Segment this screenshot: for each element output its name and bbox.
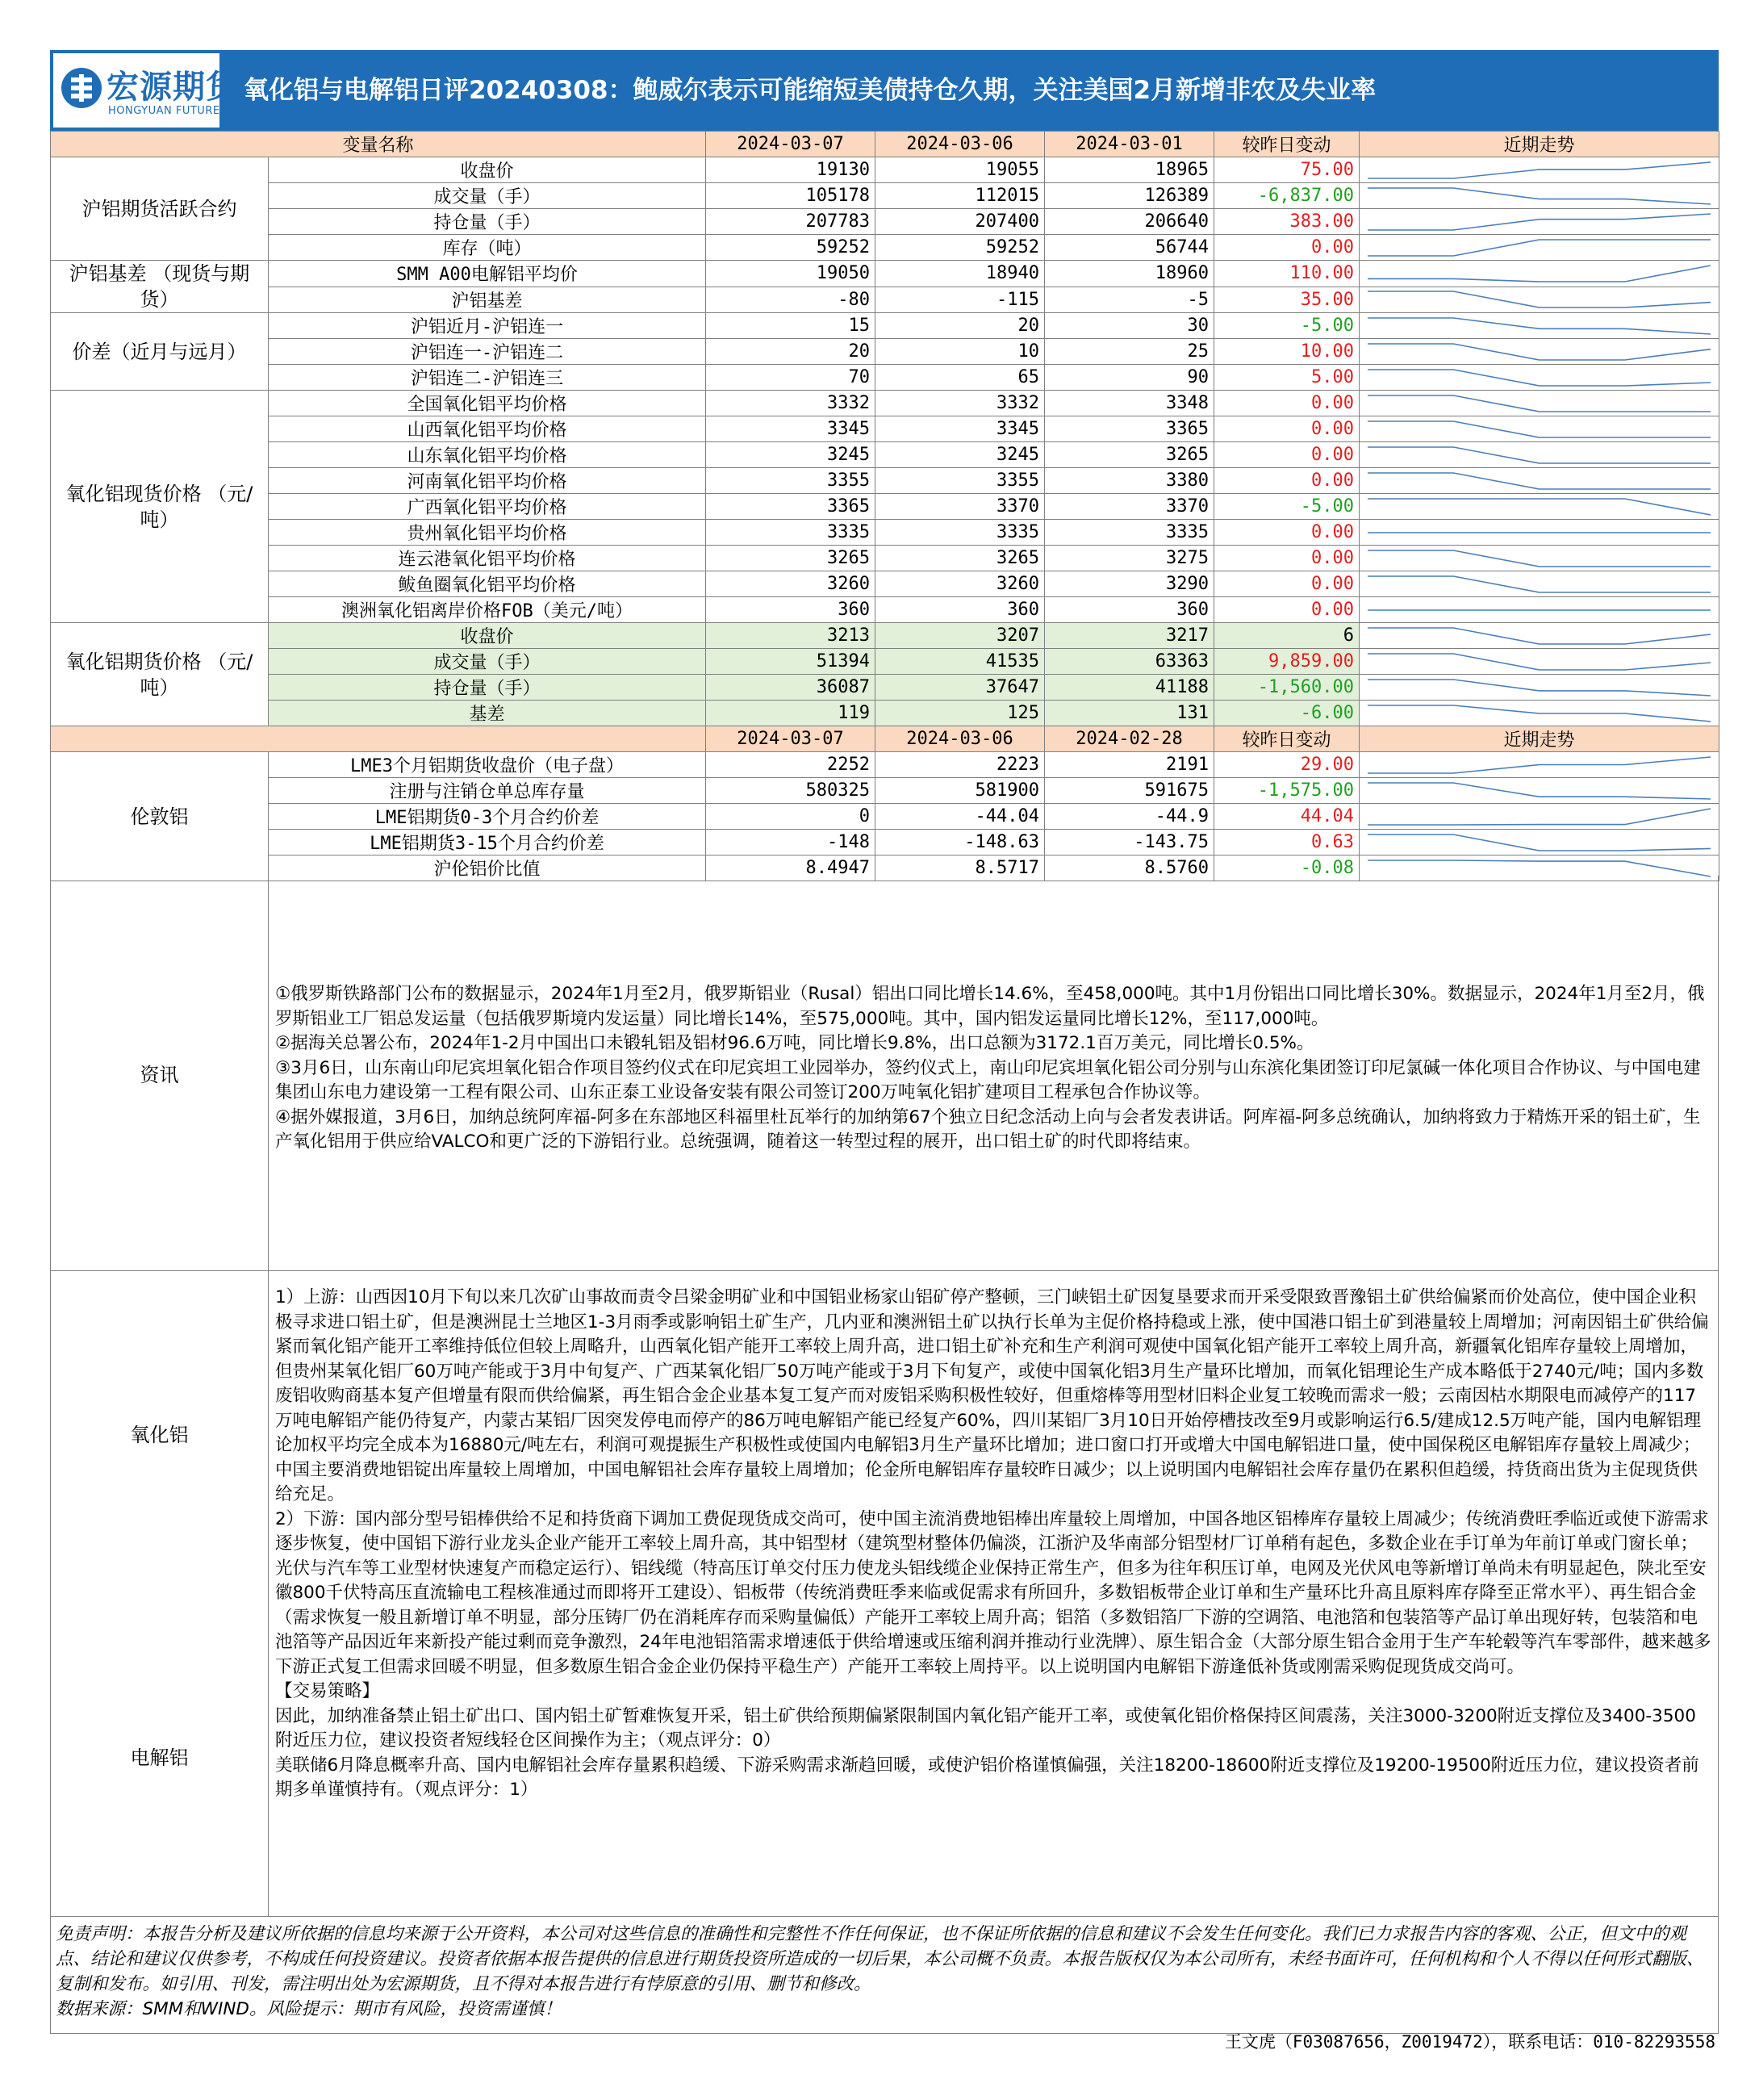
header-col-3: 2024-02-28: [1045, 726, 1214, 752]
row-value-1: 360: [875, 597, 1045, 623]
trend-sparkline: [1360, 753, 1719, 777]
trend-sparkline: [1360, 676, 1719, 700]
sparkline-path: [1368, 266, 1711, 282]
row-label: 持仓量（手）: [269, 675, 706, 701]
header-col-5: 近期走势: [1360, 132, 1719, 157]
row-value-2: 360: [1045, 597, 1214, 623]
header-variable: [51, 726, 706, 752]
row-value-1: 112015: [875, 183, 1045, 209]
row-value-1: 20: [875, 313, 1045, 339]
row-change: 0.00: [1214, 442, 1360, 468]
table-row: [51, 623, 1719, 649]
table-row: [51, 675, 1719, 701]
row-value-2: 591675: [1045, 778, 1214, 804]
sparkline-path: [1368, 214, 1711, 230]
row-trend: [1360, 520, 1719, 546]
row-trend: [1360, 778, 1719, 804]
row-change: 0.63: [1214, 830, 1360, 855]
report-page: [50, 50, 1719, 2052]
row-value-2: 3380: [1045, 468, 1214, 494]
trend-sparkline: [1360, 417, 1719, 441]
row-change: 0.00: [1214, 571, 1360, 597]
logo-cn-text: 宏源期货: [107, 69, 239, 106]
header-col-2: 2024-03-06: [875, 726, 1045, 752]
row-value-2: -5: [1045, 287, 1214, 313]
sparkline-path: [1368, 188, 1711, 204]
row-value-0: 3260: [706, 571, 875, 597]
header-col-1: 2024-03-07: [706, 726, 875, 752]
row-label: 库存（吨）: [269, 235, 706, 261]
table-row: [51, 416, 1719, 442]
row-trend: [1360, 675, 1719, 701]
row-trend: [1360, 494, 1719, 520]
trend-sparkline: [1360, 469, 1719, 493]
row-trend: [1360, 649, 1719, 675]
trend-sparkline: [1360, 521, 1719, 545]
group-label: 氧化铝期货价格 （元/吨）: [51, 623, 269, 726]
row-value-1: 3345: [875, 416, 1045, 442]
row-label: 成交量（手）: [269, 183, 706, 209]
trend-sparkline: [1360, 830, 1719, 855]
row-value-1: 59252: [875, 235, 1045, 261]
table-row: [51, 287, 1719, 313]
table-row: [51, 546, 1719, 571]
row-label: 山东氧化铝平均价格: [269, 442, 706, 468]
row-value-0: 580325: [706, 778, 875, 804]
row-change: -6,837.00: [1214, 183, 1360, 209]
row-value-1: 3245: [875, 442, 1045, 468]
row-value-2: 30: [1045, 313, 1214, 339]
row-value-2: 3348: [1045, 391, 1214, 416]
row-value-0: -148: [706, 830, 875, 855]
table-row: [51, 804, 1719, 830]
trend-sparkline: [1360, 779, 1719, 803]
row-value-0: 70: [706, 365, 875, 391]
sparkline-path: [1368, 550, 1711, 567]
hongyuan-logo-icon: [60, 63, 103, 113]
row-trend: [1360, 701, 1719, 726]
table-row: [51, 442, 1719, 468]
report-title: 氧化铝与电解铝日评20240308：鲍威尔表示可能缩短美债持仓久期，关注美国2月新增非农及失业率: [244, 76, 1377, 105]
row-value-2: -143.75: [1045, 830, 1214, 855]
row-value-1: 3260: [875, 571, 1045, 597]
row-label: 沪铝连二-沪铝连三: [269, 365, 706, 391]
table-row: [51, 183, 1719, 209]
row-change: 383.00: [1214, 209, 1360, 235]
row-change: 35.00: [1214, 287, 1360, 313]
row-value-0: 3265: [706, 546, 875, 571]
row-label: 注册与注销仓单总库存量: [269, 778, 706, 804]
row-change: 0.00: [1214, 520, 1360, 546]
table-row: [51, 752, 1719, 778]
row-value-1: 19055: [875, 157, 1045, 183]
row-value-0: 20: [706, 339, 875, 365]
group-label: 沪铝期货活跃合约: [51, 157, 269, 261]
table-row: [51, 830, 1719, 855]
row-value-1: -148.63: [875, 830, 1045, 855]
sparkline-path: [1368, 344, 1711, 360]
row-value-2: -44.9: [1045, 804, 1214, 830]
row-value-2: 18960: [1045, 261, 1214, 287]
row-value-0: -80: [706, 287, 875, 313]
row-value-2: 41188: [1045, 675, 1214, 701]
sparkline-path: [1368, 240, 1711, 256]
row-trend: [1360, 804, 1719, 830]
table-row: [51, 571, 1719, 597]
row-trend: [1360, 468, 1719, 494]
row-label: LME铝期货0-3个月合约价差: [269, 804, 706, 830]
row-value-0: 3345: [706, 416, 875, 442]
row-change: 5.00: [1214, 365, 1360, 391]
row-trend: [1360, 365, 1719, 391]
sparkline-path: [1368, 447, 1711, 463]
row-value-0: 36087: [706, 675, 875, 701]
logo-en-text: HONGYUAN FUTURES: [108, 105, 228, 117]
row-value-1: 2223: [875, 752, 1045, 778]
sparkline-path: [1368, 654, 1711, 670]
sparkline-path: [1368, 395, 1711, 412]
header-col-3: 2024-03-01: [1045, 132, 1214, 157]
row-label: 沪铝近月-沪铝连一: [269, 313, 706, 339]
row-value-2: 3365: [1045, 416, 1214, 442]
row-change: -5.00: [1214, 313, 1360, 339]
sparkline-path: [1368, 705, 1711, 722]
row-change: 6: [1214, 623, 1360, 649]
row-change: 10.00: [1214, 339, 1360, 365]
row-change: 110.00: [1214, 261, 1360, 287]
row-label: 基差: [269, 701, 706, 726]
row-value-1: 3207: [875, 623, 1045, 649]
news-section: [50, 876, 1719, 1271]
row-value-1: 18940: [875, 261, 1045, 287]
group-label: 氧化铝现货价格 （元/吨）: [51, 391, 269, 623]
company-logo: [53, 53, 239, 128]
row-value-2: 90: [1045, 365, 1214, 391]
trend-sparkline: [1360, 391, 1719, 416]
news-label: 资讯: [51, 876, 269, 1270]
table-row: [51, 157, 1719, 183]
row-value-0: 3355: [706, 468, 875, 494]
row-label: SMM A00电解铝平均价: [269, 261, 706, 287]
row-value-2: 3290: [1045, 571, 1214, 597]
table-row: [51, 365, 1719, 391]
market-data-table: [50, 131, 1719, 881]
row-value-0: 207783: [706, 209, 875, 235]
sparkline-path: [1368, 318, 1711, 334]
row-value-1: 8.5717: [875, 855, 1045, 881]
row-change: 0.00: [1214, 235, 1360, 261]
trend-sparkline: [1360, 572, 1719, 596]
sparkline-path: [1368, 291, 1711, 307]
row-label: LME铝期货3-15个月合约价差: [269, 830, 706, 855]
table-row: [51, 235, 1719, 261]
row-label: 沪铝基差: [269, 287, 706, 313]
table-row: [51, 520, 1719, 546]
row-value-2: 206640: [1045, 209, 1214, 235]
row-value-2: 25: [1045, 339, 1214, 365]
row-value-1: 3370: [875, 494, 1045, 520]
row-value-0: 8.4947: [706, 855, 875, 881]
row-label: 连云港氧化铝平均价格: [269, 546, 706, 571]
trend-sparkline: [1360, 184, 1719, 208]
row-trend: [1360, 209, 1719, 235]
row-trend: [1360, 391, 1719, 416]
row-value-1: -44.04: [875, 804, 1045, 830]
table-header-row: [51, 132, 1719, 157]
analysis-section: [50, 1271, 1719, 1917]
row-trend: [1360, 183, 1719, 209]
row-trend: [1360, 157, 1719, 183]
row-trend: [1360, 442, 1719, 468]
header-variable: 变量名称: [51, 132, 706, 157]
row-change: -0.08: [1214, 855, 1360, 881]
sparkline-path: [1368, 576, 1711, 592]
row-value-1: 41535: [875, 649, 1045, 675]
trend-sparkline: [1360, 340, 1719, 364]
row-trend: [1360, 752, 1719, 778]
row-label: 鲅鱼圈氧化铝平均价格: [269, 571, 706, 597]
header-col-4: 较昨日变动: [1214, 132, 1360, 157]
row-change: -1,575.00: [1214, 778, 1360, 804]
row-label: 收盘价: [269, 157, 706, 183]
row-value-2: 56744: [1045, 235, 1214, 261]
sparkline-path: [1368, 783, 1711, 799]
report-header: [50, 50, 1719, 131]
sparkline-path: [1368, 860, 1711, 876]
trend-sparkline: [1360, 314, 1719, 338]
header-col-4: 较昨日变动: [1214, 726, 1360, 752]
row-value-2: 3275: [1045, 546, 1214, 571]
sparkline-path: [1368, 628, 1711, 644]
trend-sparkline: [1360, 158, 1719, 182]
analysis-text: 1）上游：山西因10月下旬以来几次矿山事故而责令吕梁金明矿业和中国铝业杨家山铝矿停产整顿，三门峡铝土矿因复垦要求而开采受限致晋豫铝土矿供给偏紧而价处高位，使中国企业积极寻求进口铝土矿，但是澳洲昆士兰地区1-3月雨季或影响铝土矿生产，几内亚和澳洲铝土矿以执行长单为主促价格持稳或上涨，使中国港口铝土矿到港量较上周增加；河南因铝土矿供给偏紧而氧化铝产能开工率维持低位但较上周略升，山西氧化铝产能开工率较上周升高，进口铝土矿补充和生产利润可观使中国氧化铝产能开工率较上周升高，新疆氧化铝库存量较上周增加，但贵州某氧化铝厂60万吨产能或于3月中旬复产、广西某氧化铝厂50万吨产能或于3月下旬复产，或使中国氧化铝3月生产量环比增加，而氧化铝理论生产成本略低于2740元/吨；国内多数废铝收购商基本复产但增量有限而供给偏紧，再生铝合金企业基本复工复产而对废铝采购积极性较好，但重熔棒等用型材旧料企业复工较晚而需求一般；云南因枯水期限电而减停产的117万吨电解铝产能仍待复产，内蒙古某铝厂因突发停电而停产的86万吨电解铝产能已经复产60%，四川某铝厂3月10日开始停槽技改至9月或影响运行6.5/建成12.5万吨产能，国内电解铝理论加权平均完全成本为16880元/吨左右，利润可观提振生产积极性或使国内电解铝3月生产量环比增加；进口窗口打开或增大中国电解铝进口量，使中国保税区电解铝库存量较上周减少；中国主要消费地铝锭出库量较上周增加，中国电解铝社会库存量较上周增加；伦金所电解铝库存量较昨日减少；以上说明国内电解铝社会库存量仍在累积但趋缓，持货商出货为主促现货供给充足。 2）下游：国内部分型号铝棒供给不足和持货商下调加工费促现货成交尚可，使中国主流消费地铝棒出库量较上周增加，中国各地区铝棒库存量较上周减少；传统消费旺季临近或使下游需求逐步恢复，使中国铝下游行业龙头企业产能开工率较上周升高，其中铝型材（建筑型材整体仍偏淡，江浙沪及华南部分铝型材厂订单稍有起色，多数企业在手订单为年前订单或门窗长单；光伏与汽车等工业型材快速复产而稳定运行）、铝线缆（特高压订单交付压力使龙头铝线缆企业保持正常生产，但多为往年积压订单，电网及光伏风电等新增订单尚未有明显起色，陕北至安徽800千伏特高压直流输电工程核准通过而即将开工建设）、铝板带（传统消费旺季来临或促需求有所回升，多数铝板带企业订单和生产量环比升高且原料库存降至正常水平）、再生铝合金（需求恢复一般且新增订单不明显，部分压铸厂仍在消耗库存而采购量偏低）产能开工率较上周升高；铝箔（多数铝箔厂下游的空调箔、电池箔和包装箔等产品订单出现好转，包装箔和电池箔等产品因近年来新投产能过剩而竞争激烈，24年电池铝箔需求增速低于供给增速或压缩利润并推动行业洗牌）、原生铝合金（大部分原生铝合金用于生产车轮毂等汽车零部件，越来越多下游正式复工但需求回暖不明显，但多数原生铝合金企业仍保持平稳生产）产能开工率较上周持平。以上说明国内电解铝下游逢低补货或刚需采购促现货成交尚可。 【交易策略】 因此，加纳准备禁止铝土矿出口、国内铝土矿暂难恢复开采，铝土矿供给预期偏紧限制国内氧化铝产能开工率，或使氧化铝价格保持区间震荡，关注3000-3200附近支撑位及3400-3500附近压力位，建议投资者短线轻仓区间操作为主；（观点评分：0） 美联储6月降息概率升高、国内电解铝社会库存量累积趋缓、下游采购需求渐趋回暖，或使沪铝价格谨慎偏强，关注18200-18600附近支撑位及19200-19500附近压力位，建议投资者前期多单谨慎持有。（观点评分：1）: [275, 1287, 1711, 1800]
row-trend: [1360, 287, 1719, 313]
row-label: 广西氧化铝平均价格: [269, 494, 706, 520]
row-value-2: 63363: [1045, 649, 1214, 675]
trend-sparkline: [1360, 210, 1719, 234]
table-row: [51, 209, 1719, 235]
row-value-0: 119: [706, 701, 875, 726]
table-row: [51, 391, 1719, 416]
row-trend: [1360, 261, 1719, 287]
row-value-2: 8.5760: [1045, 855, 1214, 881]
row-value-2: 18965: [1045, 157, 1214, 183]
row-value-0: 2252: [706, 752, 875, 778]
row-trend: [1360, 313, 1719, 339]
trend-sparkline: [1360, 236, 1719, 260]
row-value-1: -115: [875, 287, 1045, 313]
row-value-1: 581900: [875, 778, 1045, 804]
row-change: -5.00: [1214, 494, 1360, 520]
trend-sparkline: [1360, 261, 1719, 286]
group-label-london: 伦敦铝: [51, 752, 269, 881]
row-label: 全国氧化铝平均价格: [269, 391, 706, 416]
trend-sparkline: [1360, 701, 1719, 726]
sparkline-path: [1368, 370, 1711, 386]
sparkline-path: [1368, 162, 1711, 178]
table-row: [51, 313, 1719, 339]
row-change: 0.00: [1214, 468, 1360, 494]
row-label: LME3个月铝期货收盘价（电子盘）: [269, 752, 706, 778]
row-label: 沪伦铝价比值: [269, 855, 706, 881]
table-row: [51, 339, 1719, 365]
row-label: 成交量（手）: [269, 649, 706, 675]
news-text: ①俄罗斯铁路部门公布的数据显示，2024年1月至2月，俄罗斯铝业（Rusal）铝出口同比增长14.6%，至458,000吨。其中1月份铝出口同比增长30%。数据显示，2024年1月至2月，俄罗斯铝业工厂铝总发运量（包括俄罗斯境内发运量）同比增长14%，至575,000吨。其中，国内铝发运量同比增长12%，至117,000吨。 ②据海关总署公布，2024年1-2月中国出口未锻轧铝及铝材96.6万吨，同比增长9.8%，出口总额为3172.1百万美元，同比增长0.5%。 ③3月6日，山东南山印尼宾坦氧化铝合作项目签约仪式在印尼宾坦工业园举办，签约仪式上，南山印尼宾坦氧化铝公司分别与山东滨化集团签订印尼氯碱一体化项目合作协议、与中国电建集团山东电力建设第一工程有限公司、山东正泰工业设备安装有限公司签订200万吨氧化铝扩建项目工程承包合作协议等。 ④据外媒报道，3月6日，加纳总统阿库福-阿多在东部地区科福里杜瓦举行的加纳第67个独立日纪念活动上向与会者发表讲话。阿库福-阿多总统确认，加纳将致力于精炼开采的铝土矿，生产氧化铝用于供应给VALCO和更广泛的下游铝行业。总统强调，随着这一转型过程的展开，出口铝土矿的时代即将结束。: [275, 984, 1705, 1152]
row-label: 沪铝连一-沪铝连二: [269, 339, 706, 365]
row-value-1: 3355: [875, 468, 1045, 494]
trend-sparkline: [1360, 495, 1719, 519]
row-value-0: 15: [706, 313, 875, 339]
row-value-2: 3335: [1045, 520, 1214, 546]
row-label: 澳洲氧化铝离岸价格FOB（美元/吨）: [269, 597, 706, 623]
row-value-1: 3265: [875, 546, 1045, 571]
row-value-0: 3335: [706, 520, 875, 546]
row-value-1: 10: [875, 339, 1045, 365]
row-value-2: 131: [1045, 701, 1214, 726]
report-footer: [50, 1917, 1719, 2034]
table-row: [51, 468, 1719, 494]
row-change: 0.00: [1214, 597, 1360, 623]
header-col-5: 近期走势: [1360, 726, 1719, 752]
row-change: 44.04: [1214, 804, 1360, 830]
trend-sparkline: [1360, 366, 1719, 390]
trend-sparkline: [1360, 287, 1719, 312]
header-col-2: 2024-03-06: [875, 132, 1045, 157]
row-value-2: 3217: [1045, 623, 1214, 649]
row-value-1: 3335: [875, 520, 1045, 546]
sparkline-path: [1368, 680, 1711, 696]
sparkline-path: [1368, 809, 1711, 825]
row-trend: [1360, 416, 1719, 442]
row-value-2: 126389: [1045, 183, 1214, 209]
disclaimer-text: 免责声明：本报告分析及建议所依据的信息均来源于公开资料，本公司对这些信息的准确性和完整性不作任何保证，也不保证所依据的信息和建议不会发生任何变化。我们已力求报告内容的客观、公正，但文中的观点、结论和建议仅供参考，不构成任何投资建议。投资者依据本报告提供的信息进行期货投资所造成的一切后果，本公司概不负责。本报告版权仅为本公司所有，未经书面许可，任何机构和个人不得以任何形式翻版、复制和发布。如引用、刊发，需注明出处为宏源期货，且不得对本报告进行有悖原意的引用、删节和修改。 数据来源：SMM和WIND。风险提示：期市有风险，投资需谨慎！: [56, 1924, 1704, 2019]
row-value-0: 3365: [706, 494, 875, 520]
row-value-2: 2191: [1045, 752, 1214, 778]
row-change: -1,560.00: [1214, 675, 1360, 701]
row-change: 29.00: [1214, 752, 1360, 778]
row-value-0: 19130: [706, 157, 875, 183]
row-value-0: 3245: [706, 442, 875, 468]
row-value-1: 3332: [875, 391, 1045, 416]
row-value-0: 59252: [706, 235, 875, 261]
row-value-2: 3265: [1045, 442, 1214, 468]
table-row: [51, 701, 1719, 726]
row-value-0: 0: [706, 804, 875, 830]
row-trend: [1360, 546, 1719, 571]
table-row: [51, 261, 1719, 287]
row-value-1: 37647: [875, 675, 1045, 701]
row-trend: [1360, 830, 1719, 855]
table-row: [51, 778, 1719, 804]
row-change: -6.00: [1214, 701, 1360, 726]
aluminum-label: 电解铝: [51, 1594, 269, 1917]
row-trend: [1360, 339, 1719, 365]
row-value-0: 3332: [706, 391, 875, 416]
row-change: 0.00: [1214, 416, 1360, 442]
table-row: [51, 649, 1719, 675]
alumina-label: 氧化铝: [51, 1271, 269, 1594]
table-row: [51, 494, 1719, 520]
row-value-0: 360: [706, 597, 875, 623]
row-value-1: 125: [875, 701, 1045, 726]
row-value-0: 105178: [706, 183, 875, 209]
row-value-1: 207400: [875, 209, 1045, 235]
row-change: 0.00: [1214, 391, 1360, 416]
row-change: 0.00: [1214, 546, 1360, 571]
table-row: [51, 597, 1719, 623]
row-trend: [1360, 235, 1719, 261]
analyst-contact: 王文虎（F03087656，Z0019472），联系电话：010-82293558: [1224, 2032, 1715, 2052]
row-trend: [1360, 597, 1719, 623]
trend-sparkline: [1360, 624, 1719, 648]
row-value-2: 3370: [1045, 494, 1214, 520]
row-label: 持仓量（手）: [269, 209, 706, 235]
sparkline-path: [1368, 757, 1711, 773]
trend-sparkline: [1360, 546, 1719, 571]
row-value-0: 51394: [706, 649, 875, 675]
sparkline-path: [1368, 835, 1711, 851]
trend-sparkline: [1360, 805, 1719, 829]
row-label: 山西氧化铝平均价格: [269, 416, 706, 442]
sparkline-path: [1368, 421, 1711, 437]
row-value-1: 65: [875, 365, 1045, 391]
row-value-0: 19050: [706, 261, 875, 287]
row-label: 收盘价: [269, 623, 706, 649]
header-col-1: 2024-03-07: [706, 132, 875, 157]
sparkline-path: [1368, 473, 1711, 489]
trend-sparkline: [1360, 443, 1719, 467]
trend-sparkline: [1360, 598, 1719, 622]
sparkline-path: [1368, 499, 1711, 515]
row-trend: [1360, 571, 1719, 597]
row-trend: [1360, 623, 1719, 649]
row-label: 河南氧化铝平均价格: [269, 468, 706, 494]
table-header-row: [51, 726, 1719, 752]
row-value-0: 3213: [706, 623, 875, 649]
group-label: 沪铝基差 （现货与期货）: [51, 261, 269, 313]
row-label: 贵州氧化铝平均价格: [269, 520, 706, 546]
trend-sparkline: [1360, 650, 1719, 674]
row-change: 9,859.00: [1214, 649, 1360, 675]
row-change: 75.00: [1214, 157, 1360, 183]
group-label: 价差（近月与远月）: [51, 313, 269, 391]
